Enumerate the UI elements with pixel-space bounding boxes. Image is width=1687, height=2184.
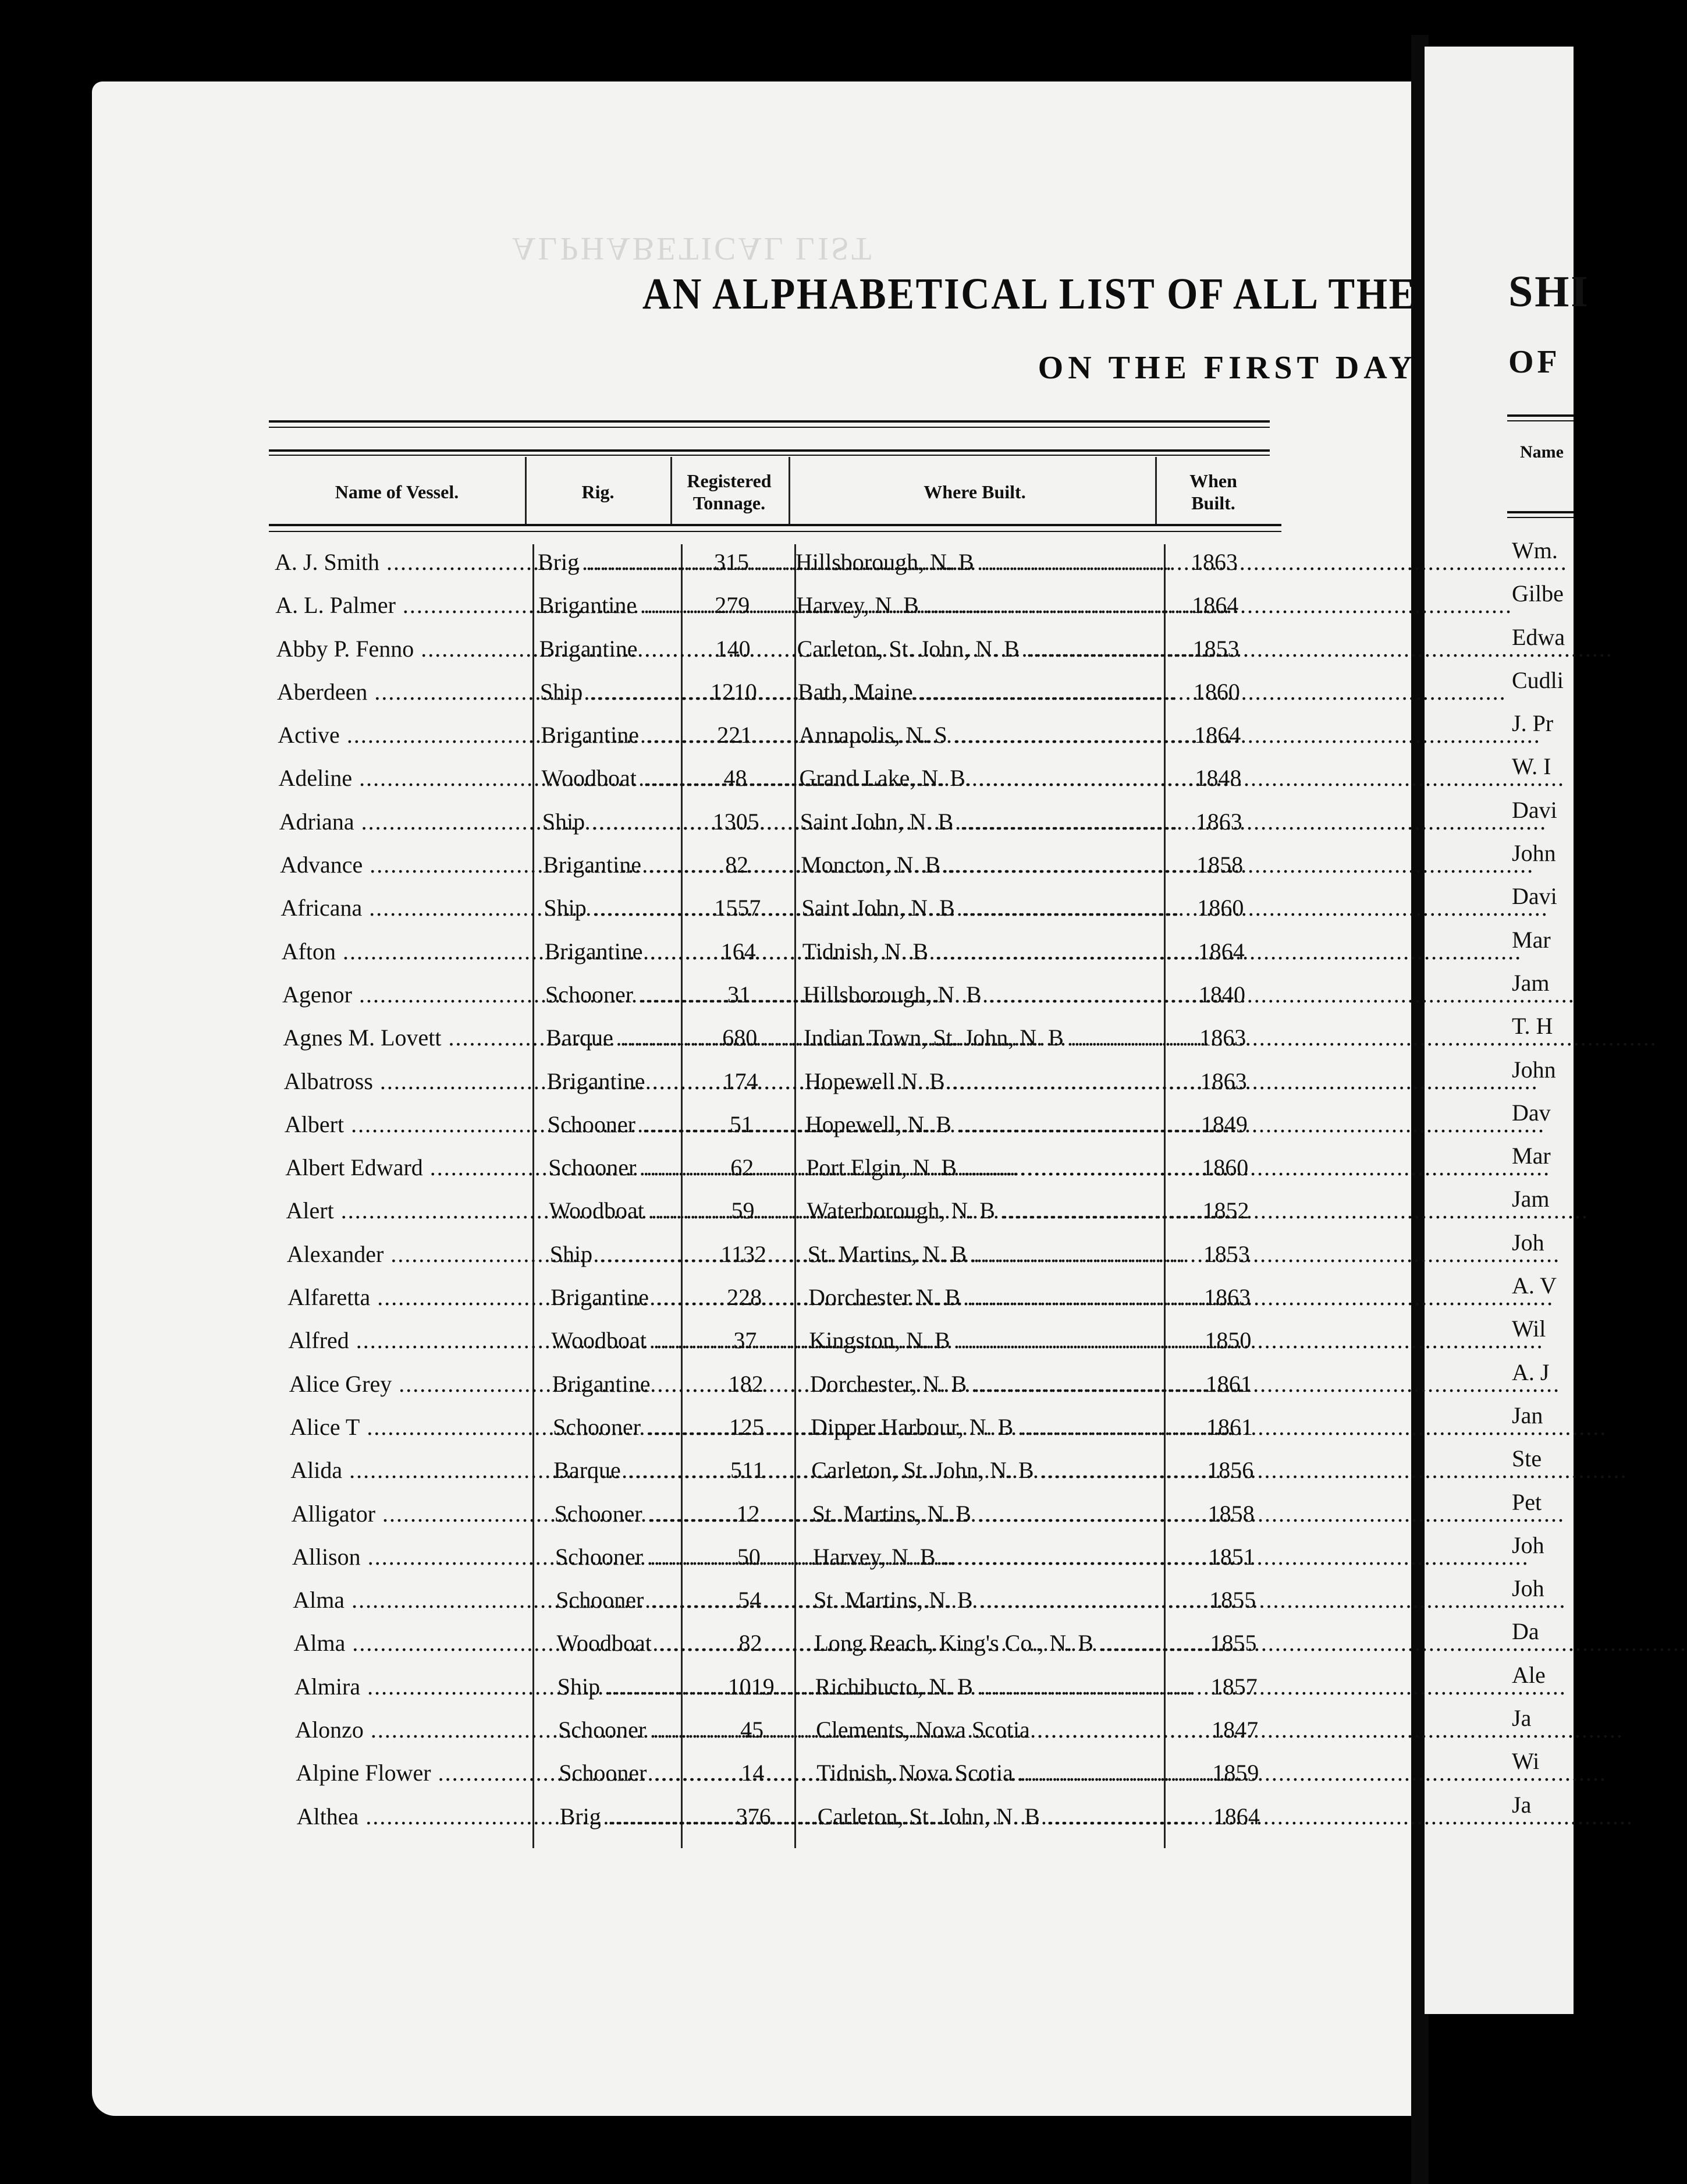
cell-year: 1853 xyxy=(1192,635,1239,662)
cell-rig: Barque ..... xyxy=(553,1456,696,1484)
cell-year: 1847 xyxy=(1212,1717,1259,1743)
cell-year: 1863 xyxy=(1204,1284,1251,1311)
cell-where: Tidnish, Nova Scotia ..... xyxy=(816,1759,1177,1786)
cell-tonnage: 1305 xyxy=(712,808,759,835)
cell-year: 1840 xyxy=(1199,981,1245,1008)
facing-row: Wi xyxy=(1512,1748,1540,1775)
facing-row: T. H xyxy=(1512,1013,1553,1040)
table-row xyxy=(277,1012,1290,1055)
cell-rig: Brigantine ..... xyxy=(541,721,683,749)
facing-row: Jam xyxy=(1512,1186,1550,1212)
cell-rig: Brig ..... xyxy=(538,548,680,576)
table-row xyxy=(284,1402,1297,1445)
cell-tonnage: 51 xyxy=(729,1111,753,1137)
header-divider-2 xyxy=(670,457,672,524)
cell-where: St. Martins, N. B ..... xyxy=(814,1586,1174,1614)
cell-tonnage: 12 xyxy=(736,1500,760,1527)
cell-year: 1864 xyxy=(1213,1803,1260,1830)
table-row xyxy=(286,1531,1299,1575)
cell-rig: Schooner ..... xyxy=(559,1759,701,1786)
cell-name: Alma ..... xyxy=(294,1629,559,1657)
cell-year: 1851 xyxy=(1208,1543,1255,1570)
cell-year: 1861 xyxy=(1206,1413,1253,1440)
cell-rig: Schooner ..... xyxy=(548,1111,690,1138)
header-divider-1 xyxy=(525,457,527,524)
cell-name: Afton ..... xyxy=(282,938,546,965)
cell-tonnage: 221 xyxy=(717,722,752,749)
cell-where: Hopewell, N. B ..... xyxy=(805,1111,1166,1138)
table-row xyxy=(289,1704,1302,1747)
facing-row: Gilbe xyxy=(1512,580,1564,607)
cell-name: A. J. Smith ..... xyxy=(275,548,539,576)
cell-year: 1864 xyxy=(1194,722,1241,749)
cell-name: Almira ..... xyxy=(294,1673,559,1700)
cell-tonnage: 45 xyxy=(740,1717,764,1743)
table-row xyxy=(288,1618,1301,1661)
cell-where: Carleton, St. John, N. B ..... xyxy=(811,1456,1172,1484)
cell-where: Carleton, St. John, N. B ..... xyxy=(797,635,1158,662)
cell-where: Harvey, N. B ..... xyxy=(796,591,1157,619)
cell-where: Saint John, N. B ..... xyxy=(801,894,1162,921)
cell-tonnage: 59 xyxy=(731,1197,755,1224)
facing-row: Da xyxy=(1512,1618,1539,1645)
cell-where: Waterborough, N. B ..... xyxy=(807,1197,1168,1224)
cell-rig: Woodboat ..... xyxy=(557,1629,699,1657)
cell-where: Long Reach, King's Co., N. B ..... xyxy=(815,1629,1175,1657)
cell-name: Albert ..... xyxy=(285,1111,549,1138)
page-title: AN ALPHABETICAL LIST OF ALL THE xyxy=(642,270,1417,318)
cell-year: 1861 xyxy=(1205,1370,1252,1397)
table-row xyxy=(279,1142,1292,1185)
cell-tonnage: 1132 xyxy=(720,1240,767,1267)
facing-row: Jam xyxy=(1512,969,1550,996)
cell-tonnage: 315 xyxy=(714,549,749,575)
table-row xyxy=(290,1747,1302,1791)
facing-row: Ste xyxy=(1512,1445,1542,1472)
facing-row: Edwa xyxy=(1512,623,1565,650)
cell-year: 1850 xyxy=(1205,1327,1252,1354)
cell-tonnage: 511 xyxy=(730,1457,765,1484)
cell-name: Alert ..... xyxy=(286,1197,551,1224)
cell-name: Allison ..... xyxy=(292,1543,557,1570)
cell-tonnage: 37 xyxy=(733,1327,757,1354)
cell-where: Port Elgin, N. B ..... xyxy=(806,1154,1167,1181)
facing-top-rule-2 xyxy=(1507,420,1574,421)
facing-row: Ja xyxy=(1512,1705,1532,1732)
cell-tonnage: 174 xyxy=(723,1068,758,1094)
facing-row: Joh xyxy=(1512,1229,1544,1256)
cell-name: Africana ..... xyxy=(280,894,545,921)
cell-rig: Woodboat ..... xyxy=(551,1327,694,1354)
cell-tonnage: 14 xyxy=(741,1760,765,1786)
table-row xyxy=(287,1575,1299,1618)
cell-rig: Woodboat ..... xyxy=(542,764,684,792)
cell-rig: Brig ..... xyxy=(560,1803,702,1830)
cell-year: 1858 xyxy=(1196,852,1244,878)
facing-row: Davi xyxy=(1512,883,1557,910)
table-row xyxy=(286,1488,1298,1531)
cell-where: Grand Lake, N. B. ..... xyxy=(800,764,1160,792)
cell-year: 1852 xyxy=(1202,1197,1249,1224)
cell-tonnage: 31 xyxy=(727,981,751,1008)
top-rule-1 xyxy=(269,420,1270,423)
table-row xyxy=(289,1661,1301,1704)
cell-where: Hillsborough, N. B ..... xyxy=(803,981,1164,1008)
cell-year: 1863 xyxy=(1200,1068,1247,1094)
table-row xyxy=(281,1229,1294,1272)
cell-rig: Brigantine ..... xyxy=(551,1284,693,1311)
cell-where: Dorchester N. B ..... xyxy=(808,1284,1169,1311)
cell-where: Annapolis, N. S ..... xyxy=(798,721,1159,749)
facing-header-bottom-rule-2 xyxy=(1507,517,1574,518)
cell-tonnage: 48 xyxy=(723,765,747,792)
cell-year: 1863 xyxy=(1199,1024,1246,1051)
cell-rig: Brigantine ..... xyxy=(545,938,687,965)
cell-where: Dipper Harbour, N. B ..... xyxy=(811,1413,1171,1441)
facing-col-header: Name xyxy=(1520,442,1564,462)
cell-year: 1864 xyxy=(1198,938,1245,965)
cell-rig: Schooner ..... xyxy=(555,1500,697,1527)
header-bottom-rule-2 xyxy=(269,531,1281,532)
cell-rig: Schooner ..... xyxy=(545,981,688,1008)
table-row xyxy=(291,1791,1304,1834)
cell-rig: Schooner ..... xyxy=(548,1154,691,1181)
cell-tonnage: 62 xyxy=(730,1154,754,1181)
cell-rig: Brigantine ..... xyxy=(552,1370,695,1398)
cell-where: Carleton, St. John, N. B ..... xyxy=(818,1803,1178,1830)
cell-where: Indian Town, St. John, N. B ..... xyxy=(804,1024,1164,1051)
cell-tonnage: 1210 xyxy=(710,678,757,705)
col-header-rig: Rig. xyxy=(581,481,615,502)
table-row xyxy=(269,537,1281,580)
facing-row: Jan xyxy=(1512,1402,1543,1428)
cell-year: 1863 xyxy=(1191,549,1238,575)
facing-page-names xyxy=(1512,529,1565,1826)
cell-rig: Brigantine ..... xyxy=(539,635,682,662)
cell-name: Althea ..... xyxy=(297,1803,562,1830)
cell-year: 1849 xyxy=(1201,1111,1248,1137)
facing-row: Joh xyxy=(1512,1575,1544,1602)
cell-rig: Ship ..... xyxy=(557,1673,700,1700)
table-row xyxy=(279,1099,1291,1142)
cell-rig: Ship ..... xyxy=(550,1240,692,1268)
cell-where: Dorchester, N. B ..... xyxy=(810,1370,1171,1398)
facing-row: Davi xyxy=(1512,796,1557,823)
bleed-through-text: ALPHABETICAL LIST xyxy=(512,231,874,267)
cell-year: 1857 xyxy=(1210,1673,1258,1700)
cell-name: Active ..... xyxy=(278,721,542,749)
table-row xyxy=(282,1315,1295,1358)
table-row xyxy=(273,753,1285,796)
cell-tonnage: 164 xyxy=(720,938,756,965)
cell-where: St. Martins, N. B ..... xyxy=(808,1240,1169,1268)
header-top-rule xyxy=(269,449,1270,452)
cell-rig: Schooner ..... xyxy=(558,1716,701,1743)
table-row xyxy=(282,1272,1294,1315)
facing-top-rule xyxy=(1507,414,1574,417)
cell-tonnage: 376 xyxy=(736,1803,771,1830)
cell-name: Adriana ..... xyxy=(279,808,544,835)
table-row xyxy=(271,623,1283,666)
cell-rig: Brigantine ..... xyxy=(543,851,686,878)
cell-where: Harvey, N. B ..... xyxy=(813,1543,1174,1570)
facing-row: John xyxy=(1512,840,1556,867)
table-row xyxy=(283,1359,1296,1402)
cell-year: 1859 xyxy=(1212,1760,1259,1786)
cell-name: Adeline ..... xyxy=(279,764,544,792)
cell-tonnage: 1557 xyxy=(714,895,761,921)
cell-name: Alma ..... xyxy=(293,1586,557,1614)
table-row xyxy=(275,882,1287,926)
cell-where: Tidnish, N. B ..... xyxy=(802,938,1163,965)
facing-header-bottom-rule xyxy=(1507,511,1574,513)
cell-name: Alonzo ..... xyxy=(295,1716,560,1743)
page-subtitle: ON THE FIRST DAY xyxy=(1038,350,1417,386)
vessel-table-body xyxy=(269,537,1281,1834)
facing-page-title: SHI xyxy=(1508,267,1590,316)
table-row xyxy=(274,839,1287,882)
table-row xyxy=(271,666,1284,710)
cell-year: 1856 xyxy=(1207,1457,1254,1484)
facing-row: Ale xyxy=(1512,1661,1546,1688)
cell-name: Alexander ..... xyxy=(287,1240,552,1268)
facing-row: Wm. xyxy=(1512,537,1558,563)
cell-rig: Ship ..... xyxy=(540,678,683,705)
cell-tonnage: 125 xyxy=(729,1413,764,1440)
table-row xyxy=(276,926,1288,969)
cell-where: St. Martins, N. B ..... xyxy=(812,1500,1173,1527)
cell-year: 1853 xyxy=(1203,1240,1250,1267)
header-divider-4 xyxy=(1155,457,1157,524)
cell-year: 1855 xyxy=(1209,1587,1256,1614)
cell-where: Bath, Maine ..... xyxy=(798,678,1159,705)
facing-row: Ja xyxy=(1512,1791,1532,1818)
cell-tonnage: 54 xyxy=(738,1587,762,1614)
cell-name: Alfred ..... xyxy=(288,1327,553,1354)
cell-tonnage: 279 xyxy=(715,592,750,619)
cell-name: Alfaretta ..... xyxy=(287,1284,552,1311)
cell-name: Advance ..... xyxy=(280,851,545,878)
facing-row: Cudli xyxy=(1512,666,1564,693)
cell-year: 1860 xyxy=(1202,1154,1249,1181)
cell-tonnage: 82 xyxy=(725,852,749,878)
cell-year: 1848 xyxy=(1195,765,1242,792)
facing-row: John xyxy=(1512,1056,1556,1083)
cell-name: Agnes M. Lovett ..... xyxy=(283,1024,548,1051)
cell-name: Aberdeen ..... xyxy=(277,678,542,705)
facing-page-subtitle: OF xyxy=(1508,344,1561,380)
cell-where: Saint John, N. B ..... xyxy=(800,808,1161,835)
cell-name: A. L. Palmer ..... xyxy=(275,591,540,619)
facing-row: A. V xyxy=(1512,1272,1557,1299)
cell-name: Alida ..... xyxy=(290,1456,555,1484)
col-header-name: Name of Vessel. xyxy=(335,481,459,502)
cell-where: Hopewell N. B ..... xyxy=(805,1068,1166,1095)
cell-year: 1860 xyxy=(1197,895,1244,921)
table-row xyxy=(269,580,1282,623)
cell-rig: Ship ..... xyxy=(542,808,685,835)
cell-name: Albatross ..... xyxy=(284,1068,549,1095)
facing-row: Wil xyxy=(1512,1316,1546,1342)
cell-tonnage: 1019 xyxy=(727,1673,775,1700)
cell-name: Albert Edward ..... xyxy=(285,1154,550,1181)
col-header-year: When Built. xyxy=(1189,470,1237,513)
cell-tonnage: 228 xyxy=(727,1284,762,1311)
cell-year: 1860 xyxy=(1193,678,1240,705)
facing-row: A. J xyxy=(1512,1359,1550,1385)
cell-rig: Schooner ..... xyxy=(555,1543,698,1570)
cell-tonnage: 50 xyxy=(737,1543,761,1570)
facing-row: Joh xyxy=(1512,1531,1544,1558)
cell-year: 1858 xyxy=(1207,1500,1255,1527)
cell-name: Abby P. Fenno ..... xyxy=(276,635,541,662)
cell-where: Hillsborough, N. B ..... xyxy=(795,548,1156,576)
cell-name: Agenor ..... xyxy=(282,981,547,1008)
cell-where: Kingston, N. B ..... xyxy=(809,1327,1170,1354)
col-header-tonnage: Registered Tonnage. xyxy=(687,470,772,513)
cell-rig: Woodboat ..... xyxy=(549,1197,692,1224)
facing-row: Dav xyxy=(1512,1099,1551,1126)
cell-year: 1863 xyxy=(1195,808,1242,835)
cell-year: 1855 xyxy=(1210,1630,1257,1657)
col-header-where: Where Built. xyxy=(924,481,1026,502)
cell-name: Alligator ..... xyxy=(292,1500,556,1527)
cell-name: Alpine Flower ..... xyxy=(296,1759,560,1786)
cell-name: Alice T ..... xyxy=(290,1413,555,1441)
cell-rig: Brigantine ..... xyxy=(547,1068,690,1095)
table-row xyxy=(280,1185,1293,1228)
table-row xyxy=(278,1056,1291,1099)
facing-row: J. Pr xyxy=(1512,710,1554,737)
table-row xyxy=(285,1445,1297,1488)
top-rule-2 xyxy=(269,427,1270,428)
cell-name: Alice Grey ..... xyxy=(289,1370,554,1398)
cell-where: Richibucto, N. B ..... xyxy=(815,1673,1176,1700)
cell-year: 1864 xyxy=(1192,592,1239,619)
table-row xyxy=(276,969,1289,1012)
cell-rig: Barque ..... xyxy=(546,1024,688,1051)
cell-rig: Schooner ..... xyxy=(556,1586,698,1614)
cell-tonnage: 182 xyxy=(728,1370,763,1397)
cell-where: Clements, Nova Scotia ..... xyxy=(816,1716,1177,1743)
cell-where: Moncton, N. B ..... xyxy=(801,851,1162,878)
cell-tonnage: 82 xyxy=(738,1630,762,1657)
cell-tonnage: 140 xyxy=(715,635,751,662)
cell-rig: Ship ..... xyxy=(544,894,686,921)
table-row xyxy=(272,710,1284,753)
cell-tonnage: 680 xyxy=(722,1024,758,1051)
facing-row: Mar xyxy=(1512,1143,1551,1169)
header-divider-3 xyxy=(789,457,790,524)
cell-rig: Brigantine ..... xyxy=(538,591,681,619)
facing-row: W. I xyxy=(1512,753,1551,780)
facing-row: Pet xyxy=(1512,1488,1542,1515)
table-row xyxy=(274,796,1286,839)
cell-rig: Schooner ..... xyxy=(553,1413,695,1441)
facing-row: Mar xyxy=(1512,926,1551,953)
